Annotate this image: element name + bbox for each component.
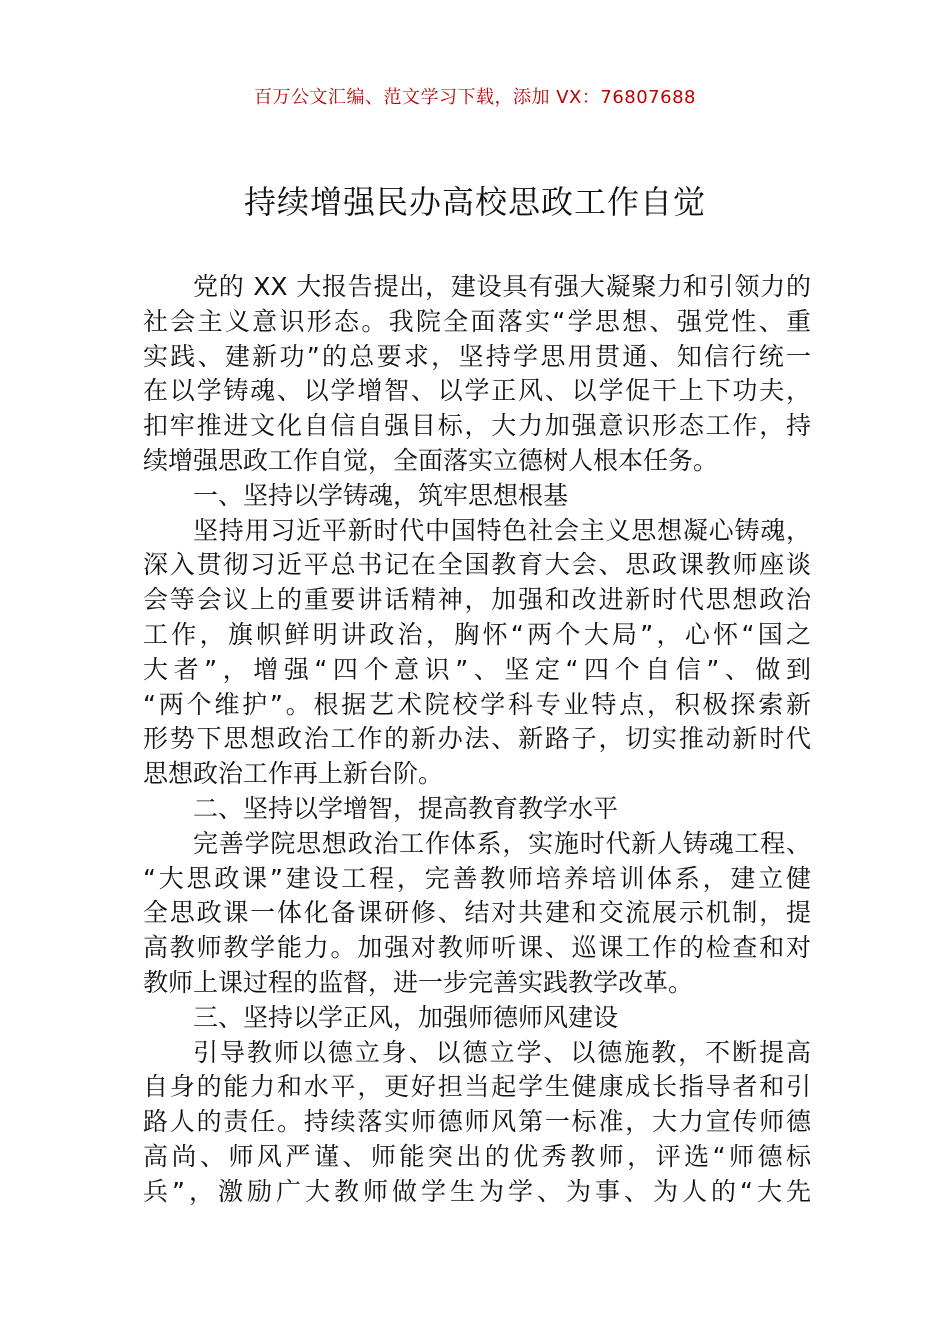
text-line: 工作，旗帜鲜明讲政治，胸怀“两个大局”，心怀“国之 <box>143 619 811 649</box>
text-line: 兵”，激励广大教师做学生为学、为事、为人的“大先 <box>143 1176 811 1206</box>
text-line: 党的 XX 大报告提出，建设具有强大凝聚力和引领力的 <box>193 272 811 301</box>
document-title: 持续增强民办高校思政工作自觉 <box>243 183 706 221</box>
text-line: 在以学铸魂、以学增智、以学正风、以学促干上下功夫， <box>143 376 811 406</box>
text-line: 思想政治工作再上新台阶。 <box>143 759 444 789</box>
text-line: 形势下思想政治工作的新办法、新路子，切实推动新时代 <box>143 724 811 754</box>
text-line: “大思政课”建设工程，完善教师培养培训体系，建立健 <box>143 863 811 893</box>
text-line: 扣牢推进文化自信自强目标，大力加强意识形态工作，持 <box>143 411 811 441</box>
text-line: 教师上课过程的监督，进一步完善实践教学改革。 <box>143 967 694 997</box>
text-line: 引导教师以德立身、以德立学、以德施教，不断提高 <box>193 1037 811 1067</box>
text-line: “两个维护”。根据艺术院校学科专业特点，积极探索新 <box>143 689 811 719</box>
text-line: 续增强思政工作自觉，全面落实立德树人根本任务。 <box>143 445 719 475</box>
text-line: 实践、建新功”的总要求，坚持学思用贯通、知信行统一 <box>143 341 811 371</box>
text-line: 完善学院思想政治工作体系，实施时代新人铸魂工程、 <box>193 828 811 858</box>
text-line: 全思政课一体化备课研修、结对共建和交流展示机制，提 <box>143 898 811 928</box>
text-line: 高尚、师风严谨、师能突出的优秀教师，评选“师德标 <box>143 1141 811 1171</box>
text-line: 路人的责任。持续落实师德师风第一标准，大力宣传师德 <box>143 1107 811 1137</box>
section-heading: 二、坚持以学增智，提高教育教学水平 <box>193 793 619 823</box>
header-note: 百万公文汇编、范文学习下载，添加 VX：76807688 <box>254 87 696 108</box>
text-line: 大者”，增强“四个意识”、坚定“四个自信”、做到 <box>143 654 811 684</box>
text-line: 高教师教学能力。加强对教师听课、巡课工作的检查和对 <box>143 933 811 963</box>
text-line: 深入贯彻习近平总书记在全国教育大会、思政课教师座谈 <box>143 550 811 580</box>
document-body <box>143 270 811 1210</box>
section-heading: 一、坚持以学铸魂，筑牢思想根基 <box>193 480 569 510</box>
section-heading: 三、坚持以学正风，加强师德师风建设 <box>193 1002 619 1032</box>
text-line: 会等会议上的重要讲话精神，加强和改进新时代思想政治 <box>143 585 811 615</box>
text-line: 自身的能力和水平，更好担当起学生健康成长指导者和引 <box>143 1072 811 1102</box>
text-line: 坚持用习近平新时代中国特色社会主义思想凝心铸魂， <box>193 515 811 545</box>
text-line: 社会主义意识形态。我院全面落实“学思想、强党性、重 <box>143 306 811 336</box>
